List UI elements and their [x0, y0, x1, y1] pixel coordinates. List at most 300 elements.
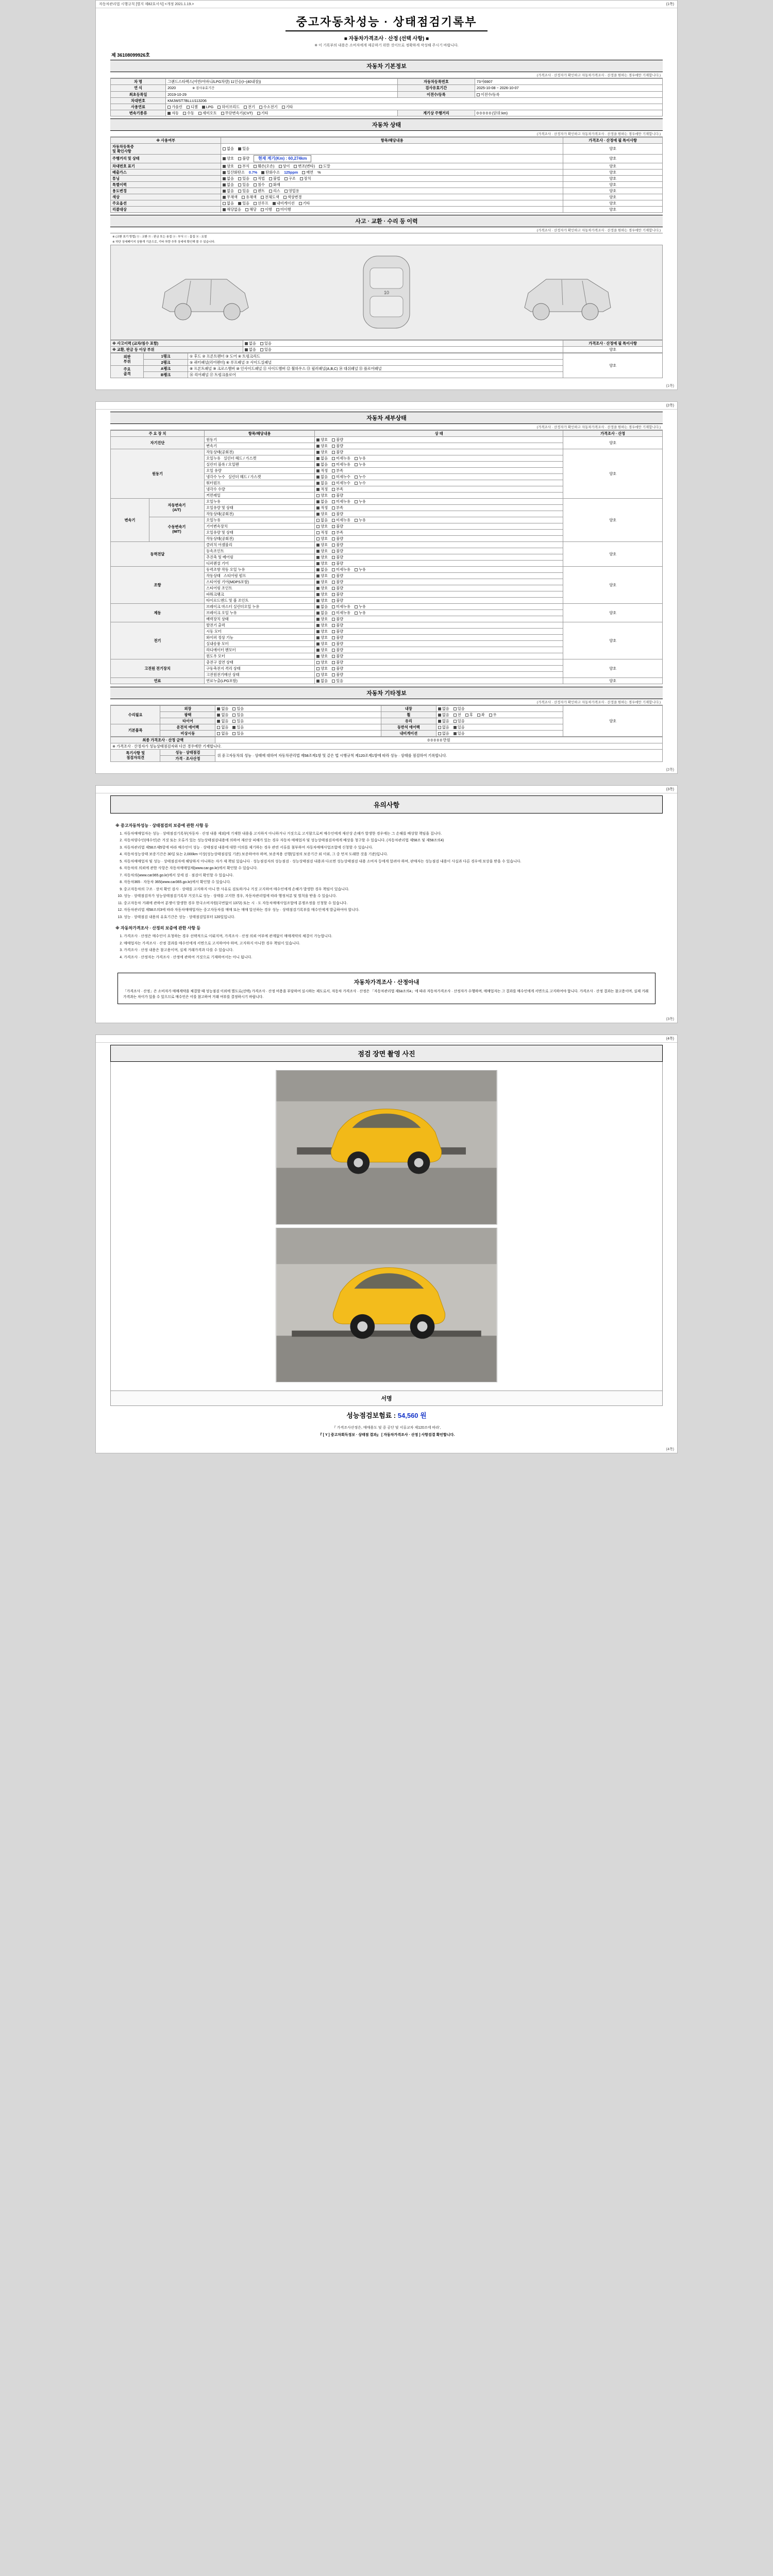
checkbox-mt-amount-low[interactable]: 부족: [332, 530, 343, 535]
state-mt-oil-leak: [315, 517, 563, 523]
checkbox-mt-idle-ok[interactable]: 양호: [316, 536, 328, 541]
checkbox-mt-leak-micro[interactable]: 미세누유: [332, 518, 350, 522]
checkbox-opt-none[interactable]: 없음: [223, 201, 234, 206]
checkbox-vin-corrosion[interactable]: 부식: [238, 164, 249, 168]
checkbox-brakeoil-none[interactable]: 없음: [316, 611, 328, 615]
checkbox-mt-amount-ok[interactable]: 적정: [316, 530, 328, 535]
checkbox-tuning-none[interactable]: 없음: [223, 176, 234, 181]
item-waterpump: 워터펌프: [205, 480, 315, 486]
checkbox-cv-ok[interactable]: 양호: [316, 549, 328, 553]
checkbox-nav-yes[interactable]: 있음: [453, 731, 465, 736]
note-mileage: 양호: [563, 154, 663, 163]
checkbox-special-fire[interactable]: 화재: [269, 182, 280, 187]
group-electric: 전기: [111, 622, 205, 659]
checkbox-opt-etc[interactable]: 기타: [299, 201, 310, 206]
checkbox-mt-leak-none[interactable]: 없음: [316, 518, 328, 522]
checkbox-opt-yes[interactable]: 있음: [238, 201, 249, 206]
accident-legend-2: ※ 하단 상세페이지 상품개 기준으로, 기타 차량 추후 상세에 확인해 볼 수 있습니다.: [112, 240, 215, 244]
checkbox-driverairbag-none[interactable]: 없음: [217, 725, 228, 730]
checkbox-trans-manual[interactable]: 수동: [183, 111, 194, 115]
checkbox-repair-none[interactable]: 없음: [245, 347, 256, 352]
checkbox-coolant-head-none[interactable]: 없음: [316, 474, 328, 479]
state-engine-diag: [315, 436, 563, 443]
checkbox-steer-gear-bad[interactable]: 불량: [332, 580, 343, 584]
group-basic-items: 기본품목: [111, 724, 160, 736]
checkbox-oilamount-ok[interactable]: 적정: [316, 468, 328, 473]
state-tire: [215, 718, 381, 724]
parts-note: 양호: [563, 353, 663, 378]
checkbox-color-chromatic[interactable]: 유채색: [242, 195, 257, 199]
checkbox-transfer-none[interactable]: 이전수/등록: [477, 92, 500, 97]
state-alternator: [315, 622, 563, 628]
checkbox-clutch-ok[interactable]: 양호: [316, 543, 328, 547]
checkbox-engine-diag-ok[interactable]: 양호: [316, 437, 328, 442]
table-row: [111, 200, 663, 206]
checkbox-diff-bad[interactable]: 불량: [332, 561, 343, 566]
state-oil-leak-head: [315, 455, 563, 461]
checkbox-batteryiso-ok[interactable]: 양호: [316, 666, 328, 671]
item-steering-gear: 스티어링 기어(MDPS포함): [205, 579, 315, 585]
table-header-row: [111, 137, 663, 143]
item-battery-isolation: 구동축전지 격리 상태: [205, 665, 315, 671]
checkbox-special-yes[interactable]: 있음: [238, 182, 249, 187]
checkbox-tuning-legal[interactable]: 적법: [254, 176, 265, 181]
checkbox-use-none[interactable]: 없음: [223, 189, 234, 193]
checkbox-cv-bad[interactable]: 불량: [332, 549, 343, 553]
checkbox-oilleak-block-leak[interactable]: 누유: [355, 462, 366, 467]
item-at-idle: 작동상태(공회전): [205, 511, 315, 517]
checkbox-recall-done[interactable]: 이행: [261, 207, 272, 212]
checkbox-tuning-structure[interactable]: 구조: [284, 176, 296, 181]
table-row: [111, 498, 663, 504]
checkbox-chargeport-ok[interactable]: 양호: [316, 660, 328, 665]
checkbox-tuning-device[interactable]: 장치: [300, 176, 311, 181]
checkbox-vin-damage[interactable]: 훼손(오손): [254, 164, 275, 168]
checkbox-exterior-yes[interactable]: 있음: [232, 706, 244, 711]
state-cv-joint: [315, 548, 563, 554]
car-side-right-diagram: [515, 251, 618, 333]
checkbox-wiper-bad[interactable]: 불량: [332, 635, 343, 640]
checkbox-regcert-none[interactable]: 없음: [223, 146, 234, 151]
label-inspection: 검사유효기간: [397, 85, 475, 92]
checkbox-fuel-hydrogen[interactable]: 수소전기: [259, 105, 278, 109]
list-item: 10. 성능 · 상태점검자가 성능상태점검기록부 거짓으로 성능 · 상태를 고지한 경우, 자동차관리법에 따라 행정처분 및 벌칙을 받을 수 있습니다.: [124, 894, 658, 900]
checkbox-hvwiring-ok[interactable]: 양호: [316, 672, 328, 677]
checkbox-powercrank-ok[interactable]: 양호: [316, 592, 328, 597]
checkbox-trans-auto[interactable]: 자동: [167, 111, 179, 115]
checkbox-trans-diag-ok[interactable]: 양호: [316, 444, 328, 448]
checkbox-coolant-head-micro[interactable]: 미세누수: [332, 474, 350, 479]
checkbox-use-yes[interactable]: 있음: [238, 189, 249, 193]
inspection-photo-1: [276, 1070, 497, 1225]
checkbox-steer-leak-micro[interactable]: 미세누유: [332, 567, 350, 572]
checkbox-special-flood[interactable]: 침수: [254, 182, 265, 187]
checkbox-mt-idle-bad[interactable]: 불량: [332, 536, 343, 541]
document-subtitle: ■ 자동차가격조사 · 산정 (선택 사항) ■: [344, 36, 429, 42]
group-brake: 제동: [111, 603, 205, 622]
page-2-topbar: [96, 402, 677, 410]
list-item: 3. 자동차관리법 제58조제5항에 따라 매수인이 성능 · 상태점검 내용에 대한 이의를 제기하는 경우 관련 서류를 첨부하여 자동차매매사업조합에 신청할 수 있습니다.: [124, 845, 658, 851]
form-reference: 자동차관리법 시행규칙 [별지 제82호서식] <개정 2021.1.19.>: [99, 3, 194, 6]
checkbox-oilleak-head-none[interactable]: 없음: [316, 456, 328, 461]
item-differential: 디퍼렌셜 기어: [205, 560, 315, 566]
checkbox-color-full-paint[interactable]: 전체도색: [261, 195, 279, 199]
checkbox-repair-yes[interactable]: 있음: [260, 347, 272, 352]
item-interior: 내장: [381, 705, 436, 711]
state-brake-oil: [315, 609, 563, 616]
checkbox-radfan-ok[interactable]: 양호: [316, 648, 328, 652]
label-vin: 차대번호: [111, 97, 166, 104]
state-wheel: [436, 711, 563, 718]
checkbox-commonrail-bad[interactable]: 불량: [332, 493, 343, 498]
checkbox-wheel-rear[interactable]: 후: [465, 713, 473, 717]
row-value-special: [221, 181, 563, 188]
checkbox-steer-joint-bad[interactable]: 불량: [332, 586, 343, 590]
rank-b: B랭크: [144, 371, 188, 378]
section-note-state: (가격조사 · 산정자가 확인하고 자동차가격조사 · 산정을 원하는 경우에만 기재합니다.): [110, 131, 663, 137]
table-row: [111, 110, 663, 116]
list-item: 3. 가격조사 · 산정 내용은 참고용이며, 실제 거래가격과 다를 수 있습니다.: [124, 948, 658, 954]
checkbox-batteryiso-bad[interactable]: 불량: [332, 666, 343, 671]
checkbox-emission-co[interactable]: 일산화탄소: [223, 170, 245, 175]
checkbox-brakeoil-micro[interactable]: 미세누유: [332, 611, 350, 615]
checkbox-windowmotor-ok[interactable]: 양호: [316, 654, 328, 658]
state-exterior: [215, 705, 381, 711]
page-4: [95, 1035, 678, 1453]
group-powertrain: 동력전달: [111, 541, 205, 566]
checkbox-vin-ok[interactable]: 양호: [223, 164, 234, 168]
checkbox-radfan-bad[interactable]: 불량: [332, 648, 343, 652]
checkbox-trans-cvt[interactable]: 무단변속기(CVT): [221, 111, 253, 115]
checkbox-fuel-etc[interactable]: 기타: [282, 105, 293, 109]
note-powertrain: 양호: [563, 541, 663, 566]
state-mt-oil-amount: [315, 529, 563, 535]
checkbox-starter-bad[interactable]: 불량: [332, 629, 343, 634]
checkbox-use-commercial[interactable]: 영업용: [284, 189, 299, 193]
checkbox-interior-yes[interactable]: 있음: [453, 706, 465, 711]
note-fuel: 양호: [563, 677, 663, 684]
checkbox-exterior-none[interactable]: 없음: [217, 706, 228, 711]
basic-info-table: [110, 78, 663, 116]
checkbox-tierod-ok[interactable]: 양호: [316, 598, 328, 603]
state-booster: [315, 616, 563, 622]
value-final-price: 0 0 0 0 0 만원: [215, 737, 663, 743]
checkbox-brakemaster-micro[interactable]: 미세누유: [332, 604, 350, 609]
col-detail-note: 가격조사 · 산정: [563, 430, 663, 436]
checkbox-at-leak-micro[interactable]: 미세누유: [332, 499, 350, 504]
note-vin-mark: 양호: [563, 163, 663, 169]
checkbox-polish-yes[interactable]: 있음: [232, 713, 244, 717]
checkbox-polish-none[interactable]: 없음: [217, 713, 228, 717]
checkbox-wheel-none[interactable]: 없음: [438, 713, 449, 717]
checkbox-opt-nav[interactable]: 내비게이션: [273, 201, 295, 206]
checkbox-trans-semi[interactable]: 세미오토: [198, 111, 217, 115]
checkbox-tuning-illegal[interactable]: 불법: [269, 176, 280, 181]
checkbox-waterpump-micro[interactable]: 미세누수: [332, 481, 350, 485]
checkbox-waterpump-none[interactable]: 없음: [316, 481, 328, 485]
checkbox-steer-leak-leak[interactable]: 누유: [355, 567, 366, 572]
table-row: [111, 163, 663, 169]
checkbox-fuel-lpg[interactable]: LPG: [202, 105, 213, 109]
mileage-value: 현재 계기(Km) : 60,274km: [254, 155, 312, 162]
checkbox-mileage-bad[interactable]: 불량: [238, 156, 249, 161]
checkbox-wiper-ok[interactable]: 양호: [316, 635, 328, 640]
checkbox-glass-yes[interactable]: 있음: [453, 719, 465, 723]
checkbox-booster-ok[interactable]: 양호: [316, 617, 328, 621]
checkbox-steer-pump-ok[interactable]: 양호: [316, 573, 328, 578]
checkbox-clutch-bad[interactable]: 불량: [332, 543, 343, 547]
guide-text: 「가격조사 · 산정」은 소비자가 매매계약을 체결할 때 성능점검 이외에 별도로(선택) 가격조사 · 산정 비용을 부담하여 실시하는 제도로서, 자동차 가격조사 · 산정은 「자동차관리법 제58조의4」에 따라 자동차가격조사 · 산정자가 수행하며, 매매업자는 그 결과를 매수인에게 서면으로 고지하여야 합니다. 가격조사 · 산정 결과는 참고용이며, 실제 거래가격과는 차이가 있을 수 있으므로 매수인은 이를 참고하여 거래 여부를 결정하시기 바랍니다.: [123, 990, 649, 999]
checkbox-at-idle-ok[interactable]: 양호: [316, 512, 328, 516]
value-plate-no: 73서6907: [475, 79, 662, 85]
item-coolant-amount: 냉각수 수량: [205, 486, 315, 492]
note-emission: 양호: [563, 169, 663, 175]
note-tuning: 양호: [563, 175, 663, 181]
checkbox-coolantamount-ok[interactable]: 적정: [316, 487, 328, 492]
checkbox-use-rent[interactable]: 렌트: [254, 189, 265, 193]
item-charge-port: 충전구 절연 상태: [205, 659, 315, 665]
state-charge-port: [315, 659, 563, 665]
checkbox-wheel-left[interactable]: 좌: [477, 713, 485, 717]
col-accident-note-header: 가격조사 · 산정에 필 특이사항: [563, 340, 663, 346]
checkbox-tire-yes[interactable]: 있음: [232, 719, 244, 723]
section-header-state: 자동차 상태: [110, 118, 663, 131]
checkbox-recall-notdone[interactable]: 미이행: [276, 207, 291, 212]
checkbox-diff-ok[interactable]: 양호: [316, 561, 328, 566]
checkbox-steer-joint-ok[interactable]: 양호: [316, 586, 328, 590]
car-damage-diagram: [110, 245, 663, 340]
checkbox-at-amount-ok[interactable]: 적정: [316, 505, 328, 510]
checkbox-trans-etc[interactable]: 기타: [257, 111, 268, 115]
checkbox-at-leak-leak[interactable]: 누유: [355, 499, 366, 504]
checkbox-oilleak-head-leak[interactable]: 누유: [355, 456, 366, 461]
checkbox-wheel-front[interactable]: 전: [453, 713, 461, 717]
checkbox-wheel-right[interactable]: 우: [489, 713, 497, 717]
checkbox-powercrank-bad[interactable]: 불량: [332, 592, 343, 597]
checkbox-at-leak-none[interactable]: 없음: [316, 499, 328, 504]
checkbox-at-amount-low[interactable]: 부족: [332, 505, 343, 510]
checkbox-steer-gear-ok[interactable]: 양호: [316, 580, 328, 584]
parts-rank2-items: ⑤ 쿼터패널(리어펜더) ⑥ 루프패널 ⑦ 사이드실패널: [188, 359, 563, 365]
col-detail-state: 상 태: [315, 430, 563, 436]
parts-rank-table: [110, 353, 663, 378]
year-text: 2020: [167, 86, 176, 90]
state-clutch: [315, 541, 563, 548]
item-brake-master: 브레이크 마스터 실린더오일 누유: [205, 603, 315, 609]
memo-type-performance: 성능 · 상태점검: [160, 749, 215, 755]
checkbox-fuelleak-none[interactable]: 없음: [316, 679, 328, 683]
page-number: (1쪽): [666, 3, 674, 6]
table-row: [111, 737, 663, 743]
section-header-accident: 사고 · 교환 · 수리 등 이력: [110, 215, 663, 227]
checkbox-accident-yes[interactable]: 있음: [260, 341, 272, 346]
checkbox-accident-none[interactable]: 없음: [245, 341, 256, 346]
checkbox-oilleak-head-micro[interactable]: 미세누유: [332, 456, 350, 461]
checkbox-blower-bad[interactable]: 불량: [332, 641, 343, 646]
checkbox-glass-none[interactable]: 없음: [438, 719, 449, 723]
checkbox-mt-leak-leak[interactable]: 누유: [355, 518, 366, 522]
checkbox-coolant-head-leak[interactable]: 누수: [355, 474, 366, 479]
page-1-topbar: [96, 1, 677, 8]
checkbox-recall-yes[interactable]: 해당: [245, 207, 257, 212]
state-mt-gear: [315, 523, 563, 529]
col-price-note: 가격조사 · 산정에 필 특이사항: [563, 137, 663, 143]
note-accident: 양호: [563, 346, 663, 352]
note-usechange: 양호: [563, 188, 663, 194]
checkbox-mt-gear-ok[interactable]: 양호: [316, 524, 328, 529]
checkbox-fuel-diesel[interactable]: 디젤: [187, 105, 198, 109]
notes-list-1: [115, 832, 658, 921]
table-row: [111, 169, 663, 175]
checkbox-opt-sunroof[interactable]: 선루프: [254, 201, 268, 206]
item-tierod: 타이로드엔드 및 볼 조인트: [205, 597, 315, 603]
checkbox-special-none[interactable]: 없음: [223, 182, 234, 187]
accident-legend-1: ※ (교환 표기 방법) ⓧ : 교환 ⓦ : 판금 또는 용접 ⓐ : 부식 ⓒ : 흠집 ⓤ : 요철: [112, 235, 207, 239]
checkbox-tierod-bad[interactable]: 불량: [332, 598, 343, 603]
checkbox-mt-gear-bad[interactable]: 불량: [332, 524, 343, 529]
checkbox-alternator-ok[interactable]: 양호: [316, 623, 328, 628]
item-oil-amount: 오일 유량: [205, 467, 315, 473]
checkbox-starter-ok[interactable]: 양호: [316, 629, 328, 634]
checkbox-tire-none[interactable]: 없음: [217, 719, 228, 723]
emission-hc-value: 125ppm: [284, 170, 298, 175]
checkbox-regcert-yes[interactable]: 있음: [238, 146, 249, 151]
state-blower: [315, 640, 563, 647]
checkbox-trans-diag-bad[interactable]: 불량: [332, 444, 343, 448]
state-commonrail: [315, 492, 563, 498]
note-regcert: 양호: [563, 143, 663, 154]
checkbox-waterpump-leak[interactable]: 누수: [355, 481, 366, 485]
page-3-number: (3쪽): [666, 787, 674, 791]
table-row: [111, 91, 663, 97]
row-value-tuning: [221, 175, 563, 181]
section-header-detail: 자동차 세부상태: [110, 412, 663, 424]
checkbox-hvwiring-bad[interactable]: 불량: [332, 672, 343, 677]
checkbox-passairbag-yes[interactable]: 있음: [453, 725, 465, 730]
table-row: [111, 449, 663, 455]
item-steering-joint: 스티어링 조인트: [205, 585, 315, 591]
checkbox-vin-alter[interactable]: 변조(변타): [294, 164, 315, 168]
checkbox-fuel-gasoline[interactable]: 가솔린: [167, 105, 182, 109]
value-odometer: 0 0 0 0 0 (단위:km): [475, 110, 662, 116]
item-tire: 타이어: [160, 718, 215, 724]
emission-co-value: 0.7%: [248, 170, 258, 175]
checkbox-tuning-yes[interactable]: 있음: [238, 176, 249, 181]
checkbox-oilleak-block-micro[interactable]: 미세누유: [332, 462, 350, 467]
checkbox-idle-ok[interactable]: 양호: [316, 450, 328, 454]
checkbox-driverairbag-yes[interactable]: 있음: [232, 725, 244, 730]
checkbox-oilamount-low[interactable]: 부족: [332, 468, 343, 473]
checkbox-steer-leak-none[interactable]: 없음: [316, 567, 328, 572]
state-window-motor: [315, 653, 563, 659]
checkbox-driveshaft-ok[interactable]: 양호: [316, 555, 328, 560]
checkbox-recall-none[interactable]: 해당없음: [223, 207, 241, 212]
notes-heading-1: ※ 중고자동차성능 · 상태점검의 보증에 관한 사항 등: [115, 823, 209, 828]
checkbox-at-idle-bad[interactable]: 불량: [332, 512, 343, 516]
checkbox-vin-erase[interactable]: 도말: [319, 164, 330, 168]
checkbox-brakemaster-leak[interactable]: 누유: [355, 604, 366, 609]
checkbox-coolantamount-low[interactable]: 부족: [332, 487, 343, 492]
checkbox-fuel-hybrid[interactable]: 하이브리드: [217, 105, 240, 109]
page-3-botbar: (3쪽): [666, 1018, 674, 1021]
value-accident-history: [243, 340, 563, 346]
page-4-topbar: [96, 1035, 677, 1043]
state-hv-wiring: [315, 671, 563, 677]
checkbox-oilleak-block-none[interactable]: 없음: [316, 462, 328, 467]
checkbox-driveshaft-bad[interactable]: 불량: [332, 555, 343, 560]
label-plate-no: 자동차등록번호: [397, 79, 475, 85]
label-memo: 특기사항 및 점검자의견: [111, 749, 160, 761]
note-options: 양호: [563, 200, 663, 206]
checkbox-passairbag-none[interactable]: 없음: [438, 725, 449, 730]
checkbox-fuelleak-yes[interactable]: 있음: [332, 679, 343, 683]
state-polish: [215, 711, 381, 718]
checkbox-emergency-yes[interactable]: 있음: [232, 731, 244, 736]
checkbox-blower-ok[interactable]: 양호: [316, 641, 328, 646]
table-row: [111, 705, 663, 711]
checkbox-steer-pump-bad[interactable]: 불량: [332, 573, 343, 578]
note-brake: 양호: [563, 603, 663, 622]
checkbox-nav-none[interactable]: 없음: [438, 731, 449, 736]
checkbox-emission-smoke[interactable]: 매연: [302, 170, 313, 175]
item-passenger-airbag: 동반석 에어백: [381, 724, 436, 730]
checkbox-interior-none[interactable]: 없음: [438, 706, 449, 711]
section-header-basic: 자동차 기본정보: [110, 60, 663, 72]
checkbox-emergency-none[interactable]: 없음: [217, 731, 228, 736]
checkbox-idle-bad[interactable]: 불량: [332, 450, 343, 454]
checkbox-windowmotor-bad[interactable]: 불량: [332, 654, 343, 658]
list-item: 8. 자동차365 · 자동차 365(www.car365.go.kr)에서 확인할 수 있습니다.: [124, 880, 658, 886]
checkbox-alternator-bad[interactable]: 불량: [332, 623, 343, 628]
section-note-detail: (가격조사 · 산정자가 확인하고 자동차가격조사 · 산정을 원하는 경우에만 기재합니다.): [110, 424, 663, 430]
item-brake-oil: 브레이크 오일 누유: [205, 609, 315, 616]
group-engine: 원동기: [111, 449, 205, 498]
table-row: [111, 79, 663, 85]
table-row: [111, 175, 663, 181]
state-mt-idle: [315, 535, 563, 541]
item-engine-idle: 작동상태(공회전): [205, 449, 315, 455]
item-polish: 광택: [160, 711, 215, 718]
checkbox-commonrail-ok[interactable]: 양호: [316, 493, 328, 498]
row-label-emission: 배출가스: [111, 169, 221, 175]
checkbox-engine-diag-bad[interactable]: 불량: [332, 437, 343, 442]
checkbox-color-changed[interactable]: 색상변경: [283, 195, 302, 199]
checkbox-brakemaster-none[interactable]: 없음: [316, 604, 328, 609]
section-header-other: 자동차 기타정보: [110, 687, 663, 699]
checkbox-use-lease[interactable]: 리스: [269, 189, 280, 193]
note-engine: 양호: [563, 449, 663, 498]
item-cv-joint: 등속조인트: [205, 548, 315, 554]
checkbox-color-achromatic[interactable]: 무채색: [223, 195, 238, 199]
checkbox-vin-diff[interactable]: 상이: [279, 164, 290, 168]
checkbox-booster-bad[interactable]: 불량: [332, 617, 343, 621]
label-transmission: 변속기종류: [111, 110, 166, 116]
value-year: [166, 85, 398, 92]
checkbox-mileage-ok[interactable]: 양호: [223, 156, 234, 161]
checkbox-brakeoil-leak[interactable]: 누유: [355, 611, 366, 615]
checkbox-emission-hc[interactable]: 탄화수소: [261, 170, 280, 175]
item-exterior: 외장: [160, 705, 215, 711]
table-row: [111, 677, 663, 684]
list-item: 4. 가격조사 · 산정자는 가격조사 · 산정에 관하여 거짓으로 기재하여서는 아니 됩니다.: [124, 955, 658, 961]
checkbox-fuel-electric[interactable]: 전기: [244, 105, 255, 109]
list-item: 6. 자동차의 의뢰에 관한 사항은 자동차매매업체(www.car.go.kr)에서 확인할 수 있습니다.: [124, 866, 658, 872]
checkbox-chargeport-bad[interactable]: 불량: [332, 660, 343, 665]
guide-title: 자동차가격조사 · 산정아내: [354, 979, 419, 986]
row-label-color: 색상: [111, 194, 221, 200]
price-survey-guide-box: [117, 973, 656, 1004]
value-first-reg: 2019-10-29: [166, 91, 398, 97]
